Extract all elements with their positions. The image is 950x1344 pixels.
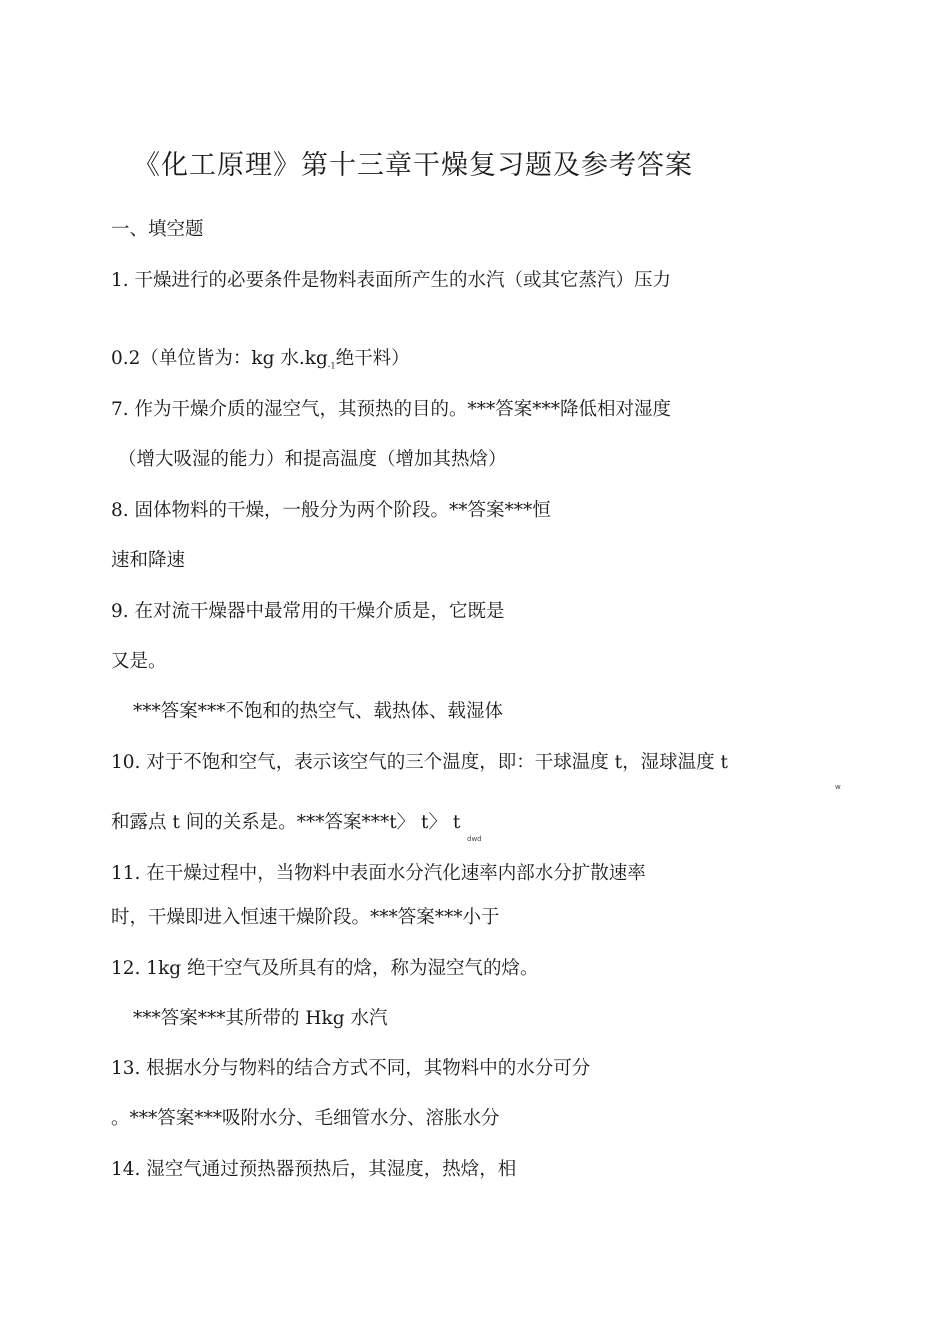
question-10-subscript-w: w [835, 783, 841, 791]
question-11: 11. 在干燥过程中，当物料中表面水分汽化速率内部水分扩散速率 [111, 863, 646, 884]
unit-note-suffix: 绝干料） [335, 348, 410, 369]
question-13: 13. 根据水分与物料的结合方式不同，其物料中的水分可分 [111, 1058, 591, 1079]
question-12: 12. 1kg 绝干空气及所具有的焓，称为湿空气的焓。 [111, 958, 539, 979]
question-10-subscript-dwd: dwd [467, 835, 482, 843]
unit-note-prefix: 0.2（单位皆为：kg 水.kg [111, 348, 328, 369]
unit-note-superscript: -1 [327, 361, 336, 371]
document-title: 《化工原理》第十三章干燥复习题及参考答案 [133, 150, 693, 181]
question-8: 8. 固体物料的干燥，一般分为两个阶段。**答案***恒 [111, 500, 551, 521]
question-7-continuation: （增大吸湿的能力）和提高温度（增加其热焓） [118, 449, 507, 470]
question-7: 7. 作为干燥介质的湿空气，其预热的目的。***答案***降低相对湿度 [111, 399, 672, 420]
section-heading: 一、填空题 [111, 219, 204, 240]
question-8-continuation: 速和降速 [111, 550, 186, 571]
question-11-continuation: 时，干燥即进入恒速干燥阶段。***答案***小于 [111, 907, 500, 928]
question-10-continuation: 和露点 t 间的关系是。***答案***t〉 t〉 t [111, 812, 461, 833]
question-1: 1. 干燥进行的必要条件是物料表面所产生的水汽（或其它蒸汽）压力 [111, 270, 672, 291]
question-12-answer: ***答案***其所带的 Hkg 水汽 [133, 1008, 388, 1029]
question-13-continuation: 。***答案***吸附水分、毛细管水分、溶胀水分 [111, 1108, 500, 1129]
question-9-continuation: 又是。 [111, 651, 167, 672]
unit-note [111, 347, 410, 379]
question-14: 14. 湿空气通过预热器预热后，其湿度，热焓，相 [111, 1159, 517, 1180]
question-9-answer: ***答案***不饱和的热空气、载热体、载湿体 [133, 701, 504, 722]
question-9: 9. 在对流干燥器中最常用的干燥介质是，它既是 [111, 601, 505, 622]
question-10: 10. 对于不饱和空气，表示该空气的三个温度，即：干球温度 t，湿球温度 t [111, 752, 728, 773]
